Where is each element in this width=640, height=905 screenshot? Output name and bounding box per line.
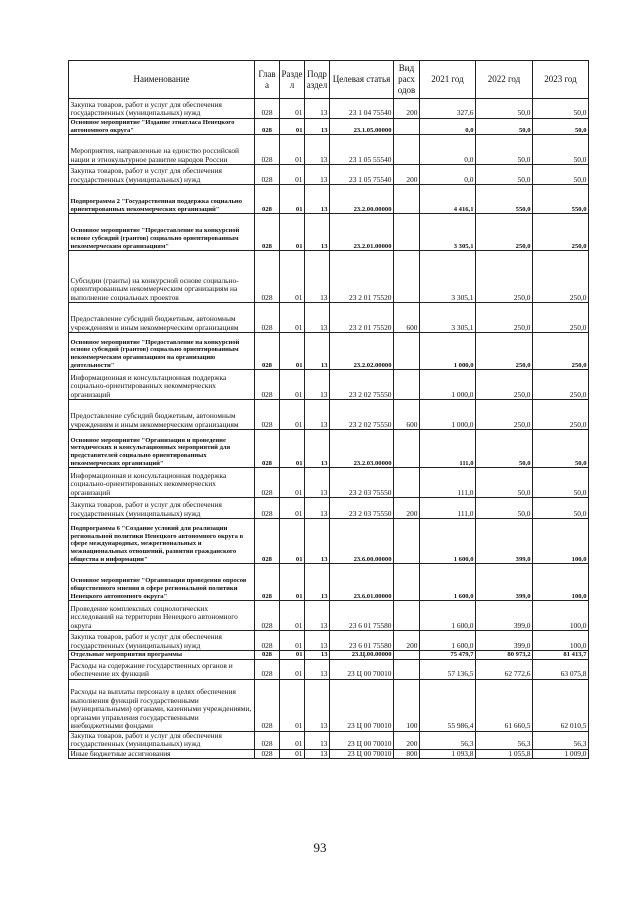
cell-2023: 250,0 [533,303,589,333]
cell-2023: 50,0 [533,165,589,185]
cell-podrazdel: 13 [305,564,330,601]
cell-glava: 028 [255,119,280,135]
cell-podrazdel: 13 [305,659,330,679]
cell-vid [394,251,420,303]
table-row [69,468,589,498]
cell-stat: 23 2 03 75550 [330,468,394,498]
cell-stat: 23.2.00.00000 [330,185,394,214]
cell-2022: 80 973,2 [476,651,533,660]
table-row [69,659,589,679]
table-row [69,251,589,303]
cell-2023: 62 010,5 [533,679,589,731]
cell-2021: 57 136,5 [420,659,476,679]
table-row [69,99,589,119]
cell-2022: 250,0 [476,303,533,333]
cell-razdel: 01 [280,185,305,214]
cell-2022: 550,0 [476,185,533,214]
cell-2023: 50,0 [533,430,589,468]
cell-vid [394,564,420,601]
header-podrazdel: Подр аздел [305,61,330,99]
cell-name: Основное мероприятие "Предоставление на конкурсной основе субсидий (грантов) социально ориентированным некоммерческим организациям" [69,214,255,251]
cell-2023: 50,0 [533,468,589,498]
table-row [69,651,589,660]
cell-vid [394,333,420,370]
cell-stat: 23 1 05 75540 [330,165,394,185]
cell-2022: 50,0 [476,430,533,468]
cell-glava: 028 [255,519,280,564]
cell-podrazdel: 13 [305,749,330,759]
cell-name: Основное мероприятие "Организация проведения опросов общественного мнения в сфере региональной политики Ненецкого автономного округа" [69,564,255,601]
cell-name: Закупка товаров, работ и услуг для обеспечения государственных (муниципальных) нужд [69,498,255,519]
cell-podrazdel: 13 [305,119,330,135]
cell-podrazdel: 13 [305,214,330,251]
cell-2021: 75 479,7 [420,651,476,660]
cell-glava: 028 [255,498,280,519]
cell-name: Иные бюджетные ассигнования [69,749,255,759]
table-header-row [69,61,589,99]
cell-vid: 800 [394,749,420,759]
cell-vid: 200 [394,631,420,651]
cell-stat: 23 1 05 55540 [330,135,394,165]
cell-razdel: 01 [280,165,305,185]
cell-2022: 250,0 [476,370,533,400]
cell-razdel: 01 [280,679,305,731]
header-2022: 2022 год [476,61,533,99]
cell-vid: 200 [394,731,420,749]
cell-vid [394,468,420,498]
cell-2022: 50,0 [476,119,533,135]
cell-2022: 50,0 [476,135,533,165]
cell-stat: 23 1 04 75540 [330,99,394,119]
cell-name: Расходы на выплаты персоналу в целях обеспечения выполнения функций государственными (муниципальными) органами, казенными учреждениями, органами управления государственными внебюджетными фондами [69,679,255,731]
cell-name: Предоставление субсидий бюджетным, автономным учреждениям и иным некоммерческим организациям [69,303,255,333]
cell-2023: 50,0 [533,135,589,165]
cell-podrazdel: 13 [305,99,330,119]
cell-2021: 1 600,0 [420,631,476,651]
cell-name: Подпрограмма 6 "Создание условий для реализации региональной политики Ненецкого автономного округа в сфере международных, межрегиональных и межнациональных отношений, развития гражданского общества и информации" [69,519,255,564]
cell-2021: 1 600,0 [420,519,476,564]
cell-stat: 23 Ц 00 70010 [330,659,394,679]
cell-vid [394,185,420,214]
cell-glava: 028 [255,468,280,498]
page-number: 93 [313,840,327,855]
table-row [69,370,589,400]
cell-2023: 100,0 [533,519,589,564]
cell-2021: 3 305,1 [420,214,476,251]
cell-name: Основное мероприятие "Предоставление на конкурсной основе субсидий (грантов) социально ориентированным некоммерческим организациям на организацию деятельности" [69,333,255,370]
cell-razdel: 01 [280,468,305,498]
cell-2022: 399,0 [476,631,533,651]
cell-glava: 028 [255,564,280,601]
cell-2023: 63 075,8 [533,659,589,679]
cell-glava: 028 [255,631,280,651]
cell-2022: 399,0 [476,601,533,631]
cell-razdel: 01 [280,659,305,679]
cell-razdel: 01 [280,631,305,651]
cell-razdel: 01 [280,498,305,519]
cell-2022: 61 660,5 [476,679,533,731]
table-row [69,430,589,468]
cell-razdel: 01 [280,251,305,303]
cell-2021: 1 000,0 [420,333,476,370]
cell-glava: 028 [255,214,280,251]
cell-razdel: 01 [280,430,305,468]
cell-podrazdel: 13 [305,251,330,303]
cell-stat: 23.Ц.00.00000 [330,651,394,660]
cell-podrazdel: 13 [305,679,330,731]
cell-2021: 1 000,0 [420,370,476,400]
cell-2022: 250,0 [476,400,533,430]
cell-glava: 028 [255,135,280,165]
cell-podrazdel: 13 [305,601,330,631]
cell-podrazdel: 13 [305,498,330,519]
cell-razdel: 01 [280,333,305,370]
cell-2021: 111,0 [420,468,476,498]
cell-stat: 23.2.01.00000 [330,214,394,251]
cell-razdel: 01 [280,731,305,749]
cell-stat: 23.1.05.00000 [330,119,394,135]
cell-2022: 1 055,8 [476,749,533,759]
table-row [69,214,589,251]
cell-2021: 1 093,8 [420,749,476,759]
cell-podrazdel: 13 [305,631,330,651]
header-razdel: Разде л [280,61,305,99]
cell-2022: 250,0 [476,333,533,370]
cell-vid [394,135,420,165]
cell-razdel: 01 [280,370,305,400]
cell-razdel: 01 [280,303,305,333]
cell-glava: 028 [255,659,280,679]
cell-2023: 100,0 [533,631,589,651]
cell-stat: 23.2.02.00000 [330,333,394,370]
cell-glava: 028 [255,601,280,631]
cell-razdel: 01 [280,135,305,165]
table-row [69,400,589,430]
cell-vid [394,659,420,679]
cell-name: Предоставление субсидий бюджетным, автономным учреждениям и иным некоммерческим организациям [69,400,255,430]
cell-2022: 399,0 [476,519,533,564]
cell-2022: 250,0 [476,214,533,251]
cell-2021: 111,0 [420,498,476,519]
cell-2021: 3 305,1 [420,251,476,303]
table-row [69,519,589,564]
table-body [69,99,589,759]
cell-2023: 250,0 [533,370,589,400]
cell-2022: 50,0 [476,165,533,185]
table-row [69,631,589,651]
header-name: Наименование [69,61,255,99]
table-row [69,119,589,135]
cell-vid [394,370,420,400]
budget-table [68,60,589,759]
cell-razdel: 01 [280,214,305,251]
cell-2023: 100,0 [533,564,589,601]
table-row [69,749,589,759]
cell-glava: 028 [255,185,280,214]
cell-razdel: 01 [280,651,305,660]
table-row [69,731,589,749]
cell-2023: 250,0 [533,400,589,430]
cell-2021: 111,0 [420,430,476,468]
cell-stat: 23.2.03.00000 [330,430,394,468]
cell-name: Закупка товаров, работ и услуг для обеспечения государственных (муниципальных) нужд [69,99,255,119]
header-vid: Вид расх одов [394,61,420,99]
cell-2023: 100,0 [533,601,589,631]
cell-vid: 600 [394,303,420,333]
cell-podrazdel: 13 [305,400,330,430]
cell-name: Закупка товаров, работ и услуг для обеспечения государственных (муниципальных) нужд [69,631,255,651]
cell-glava: 028 [255,333,280,370]
cell-stat: 23 2 02 75550 [330,400,394,430]
cell-podrazdel: 13 [305,731,330,749]
cell-stat: 23 Ц 00 70010 [330,731,394,749]
cell-name: Расходы на содержание государственных органов и обеспечение их функций [69,659,255,679]
cell-2023: 50,0 [533,99,589,119]
cell-2023: 550,0 [533,185,589,214]
cell-podrazdel: 13 [305,651,330,660]
table-row [69,679,589,731]
table-row [69,498,589,519]
cell-stat: 23 2 01 75520 [330,251,394,303]
cell-vid: 200 [394,165,420,185]
cell-stat: 23 2 02 75550 [330,370,394,400]
cell-2022: 62 772,6 [476,659,533,679]
cell-stat: 23 2 01 75520 [330,303,394,333]
cell-2021: 55 986,4 [420,679,476,731]
cell-name: Проведение комплексных социологических исследований на территории Ненецкого автономного округа [69,601,255,631]
header-2023: 2023 год [533,61,589,99]
cell-podrazdel: 13 [305,468,330,498]
cell-glava: 028 [255,731,280,749]
cell-stat: 23 6 01 75580 [330,601,394,631]
cell-2021: 0,0 [420,119,476,135]
cell-vid: 100 [394,679,420,731]
cell-name: Мероприятия, направленные на единство российской нации и этнокультурное развитие народов России [69,135,255,165]
table-row [69,165,589,185]
cell-razdel: 01 [280,749,305,759]
cell-2021: 1 600,0 [420,564,476,601]
cell-razdel: 01 [280,99,305,119]
cell-podrazdel: 13 [305,135,330,165]
cell-podrazdel: 13 [305,165,330,185]
cell-razdel: 01 [280,564,305,601]
cell-stat: 23.6.00.00000 [330,519,394,564]
cell-name: Информационная и консультационная поддержка социально-ориентированных некоммерческих организаций [69,468,255,498]
cell-podrazdel: 13 [305,185,330,214]
cell-vid [394,601,420,631]
cell-2023: 50,0 [533,119,589,135]
cell-glava: 028 [255,303,280,333]
cell-2022: 56,3 [476,731,533,749]
cell-stat: 23.6.01.00000 [330,564,394,601]
cell-2022: 399,0 [476,564,533,601]
cell-razdel: 01 [280,119,305,135]
cell-glava: 028 [255,99,280,119]
cell-vid [394,519,420,564]
cell-glava: 028 [255,430,280,468]
cell-2023: 50,0 [533,498,589,519]
cell-2021: 0,0 [420,135,476,165]
cell-vid [394,119,420,135]
cell-2022: 50,0 [476,468,533,498]
cell-razdel: 01 [280,400,305,430]
cell-2021: 1 000,0 [420,400,476,430]
cell-2022: 50,0 [476,99,533,119]
cell-2023: 250,0 [533,333,589,370]
cell-2021: 0,0 [420,165,476,185]
cell-vid [394,430,420,468]
table-row [69,564,589,601]
cell-2022: 50,0 [476,498,533,519]
cell-2023: 1 009,0 [533,749,589,759]
header-glava: Глав а [255,61,280,99]
cell-2021: 4 416,1 [420,185,476,214]
cell-stat: 23 Ц 00 70010 [330,679,394,731]
table-row [69,135,589,165]
cell-2021: 56,3 [420,731,476,749]
cell-glava: 028 [255,251,280,303]
cell-vid [394,214,420,251]
cell-name: Подпрограмма 2 "Государственная поддержка социально ориентированных некоммерческих организаций" [69,185,255,214]
cell-podrazdel: 13 [305,333,330,370]
header-stat: Целевая статья [330,61,394,99]
cell-name: Субсидии (гранты) на конкурсной основе социально-ориентированным некоммерческим организациям на выполнение социальных проектов [69,251,255,303]
table-row [69,185,589,214]
cell-glava: 028 [255,749,280,759]
cell-name: Отдельные мероприятия программы [69,651,255,660]
cell-2023: 81 413,7 [533,651,589,660]
cell-glava: 028 [255,400,280,430]
cell-2021: 1 600,0 [420,601,476,631]
cell-glava: 028 [255,165,280,185]
cell-glava: 028 [255,370,280,400]
cell-2023: 56,3 [533,731,589,749]
cell-2021: 3 305,1 [420,303,476,333]
cell-2021: 327,6 [420,99,476,119]
cell-name: Закупка товаров, работ и услуг для обеспечения государственных (муниципальных) нужд [69,165,255,185]
cell-2023: 250,0 [533,251,589,303]
table-row [69,333,589,370]
cell-vid: 200 [394,99,420,119]
cell-podrazdel: 13 [305,303,330,333]
cell-vid: 200 [394,498,420,519]
cell-razdel: 01 [280,601,305,631]
cell-stat: 23 6 01 75580 [330,631,394,651]
table-row [69,601,589,631]
cell-2022: 250,0 [476,251,533,303]
cell-vid [394,651,420,660]
cell-stat: 23 2 03 75550 [330,498,394,519]
table-row [69,303,589,333]
header-2021: 2021 год [420,61,476,99]
cell-glava: 028 [255,679,280,731]
cell-name: Основное мероприятие "Издание этнатласа Ненецкого автономного округа" [69,119,255,135]
cell-podrazdel: 13 [305,430,330,468]
cell-name: Основное мероприятие "Организация и проведение методических и консультационных мероприятий для представителей социально ориентированных некоммерческих организаций" [69,430,255,468]
cell-2023: 250,0 [533,214,589,251]
cell-stat: 23 Ц 00 70010 [330,749,394,759]
cell-podrazdel: 13 [305,370,330,400]
cell-name: Закупка товаров, работ и услуг для обеспечения государственных (муниципальных) нужд [69,731,255,749]
cell-glava: 028 [255,651,280,660]
cell-vid: 600 [394,400,420,430]
cell-podrazdel: 13 [305,519,330,564]
cell-razdel: 01 [280,519,305,564]
cell-name: Информационная и консультационная поддержка социально-ориентированных некоммерческих организаций [69,370,255,400]
